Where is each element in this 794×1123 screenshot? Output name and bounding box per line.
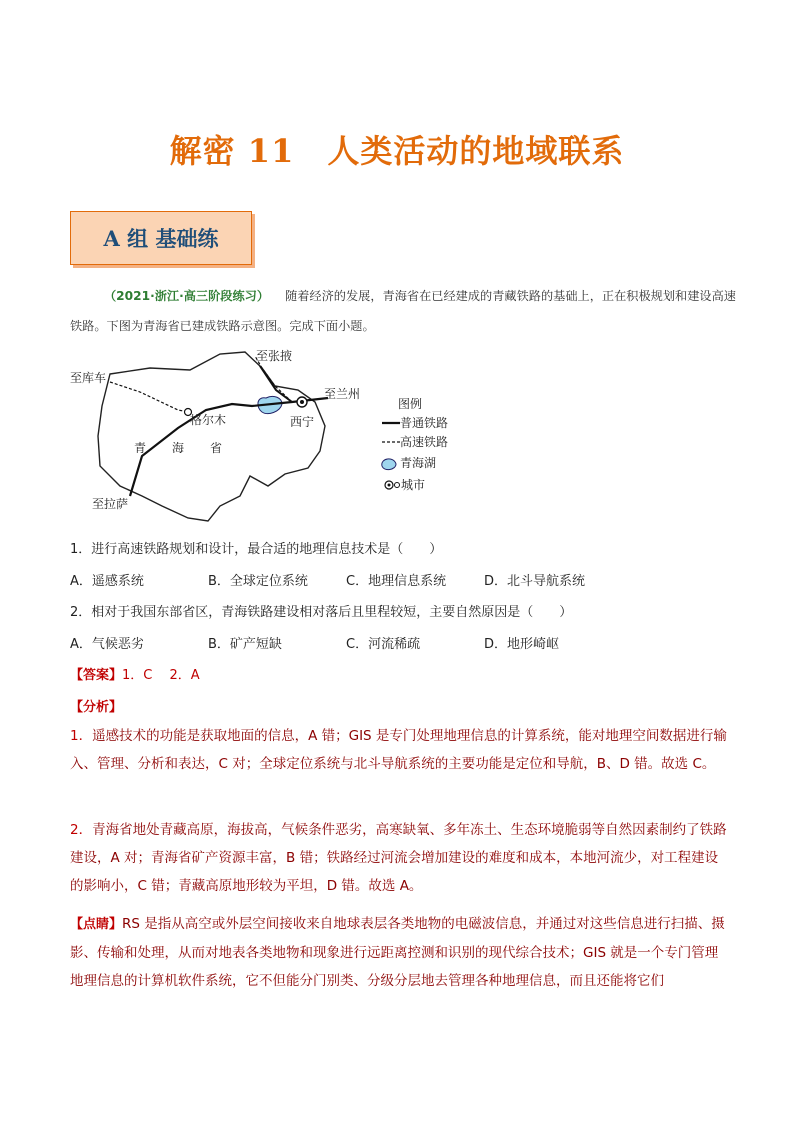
explanation-1-text: 遥感技术的功能是获取地面的信息，A 错；GIS 是专门处理地理信息的计算系统，能对地理空间数据进行输入、管理、分析和表达，C 对；全球定位系统与北斗导航系统的主要功能是定位和导航，B、D 错。故选 C。 <box>70 728 727 772</box>
explanation-1 <box>70 722 728 778</box>
analysis-label: 【分析】 <box>70 700 123 715</box>
tip-label: 【点睛】 <box>70 917 123 932</box>
label-hai: 海 <box>172 441 185 455</box>
label-geermu: 格尔木 <box>190 413 227 427</box>
explanation-1-num: 1． <box>70 728 93 744</box>
legend-lake: 青海湖 <box>400 456 437 470</box>
label-lanzhou: 至兰州 <box>324 387 361 401</box>
qinghai-railway-map <box>70 346 460 526</box>
legend-normal-rail: 普通铁路 <box>400 416 449 430</box>
normal-railway-line <box>130 398 328 496</box>
question-2: 2．相对于我国东部省区，青海铁路建设相对落后且里程较短，主要自然原因是（ ） <box>70 605 573 620</box>
kuche-railway-line <box>110 382 188 412</box>
q2-option-d: D．地形崎岖 <box>484 637 560 652</box>
page-title: 解密 11 人类活动的地域联系 <box>169 132 625 170</box>
q1-option-b: B．全球定位系统 <box>208 574 308 589</box>
explanation-2 <box>70 816 728 900</box>
intro-text: 随着经济的发展，青海省在已经建成的青藏铁路的基础上，正在积极规划和建设高速铁路。下图为青海省已建成铁路示意图。完成下面小题。 <box>70 289 736 333</box>
q2-option-b: B．矿产短缺 <box>208 637 282 652</box>
q1-option-d: D．北斗导航系统 <box>484 574 586 589</box>
answer-label: 【答案】 <box>70 668 123 683</box>
explanation-2-num: 2． <box>70 822 93 838</box>
group-label-box: A 组 基础练 <box>70 211 252 265</box>
answer-line <box>70 664 200 683</box>
analysis-heading <box>70 696 122 715</box>
province-outline <box>98 352 325 521</box>
q2-option-c: C．河流稀疏 <box>346 637 421 652</box>
legend-high-speed-rail: 高速铁路 <box>400 435 449 449</box>
q2-option-a: A．气候恶劣 <box>70 637 144 652</box>
q1-option-c: C．地理信息系统 <box>346 574 447 589</box>
legend-city: 城市 <box>401 478 426 492</box>
label-zhangye: 至张掖 <box>256 349 293 363</box>
label-kuche: 至库车 <box>70 371 107 385</box>
label-xining: 西宁 <box>290 415 315 429</box>
label-sheng: 省 <box>210 441 223 455</box>
question-1: 1．进行高速铁路规划和设计，最合适的地理信息技术是（ ） <box>70 542 443 557</box>
explanation-2-text: 青海省地处青藏高原，海拔高，气候条件恶劣，高寒缺氧、多年冻土、生态环境脆弱等自然因素制约了铁路建设，A 对；青海省矿产资源丰富，B 错；铁路经过河流会增加建设的难度和成本，本地河流少，对工程建设的影响小，C 错；青藏高原地形较为平坦，D 错。故选 A。 <box>70 822 727 894</box>
answer-text: 1．C 2．A <box>122 668 200 683</box>
question-intro <box>70 281 740 341</box>
question-2-options <box>70 633 559 652</box>
legend-title: 图例 <box>398 397 423 411</box>
question-1-options <box>70 570 585 589</box>
tip-paragraph <box>70 910 728 995</box>
tip-text: RS 是指从高空或外层空间接收来自地球表层各类地物的电磁波信息，并通过对这些信息进行扫描、摄影、传输和处理，从而对地表各类地物和现象进行远距离控测和识别的现代综合技术；GIS 就是一个专门管理地理信息的计算机软件系统，它不但能分门别类、分级分层地去管理各种地理信息，而且还能将它们 <box>70 916 725 989</box>
label-qing: 青 <box>134 441 147 455</box>
label-lasa: 至拉萨 <box>92 497 129 511</box>
q1-option-a: A．遥感系统 <box>70 574 144 589</box>
question-source: （2021·浙江·高三阶段练习） <box>104 289 270 303</box>
